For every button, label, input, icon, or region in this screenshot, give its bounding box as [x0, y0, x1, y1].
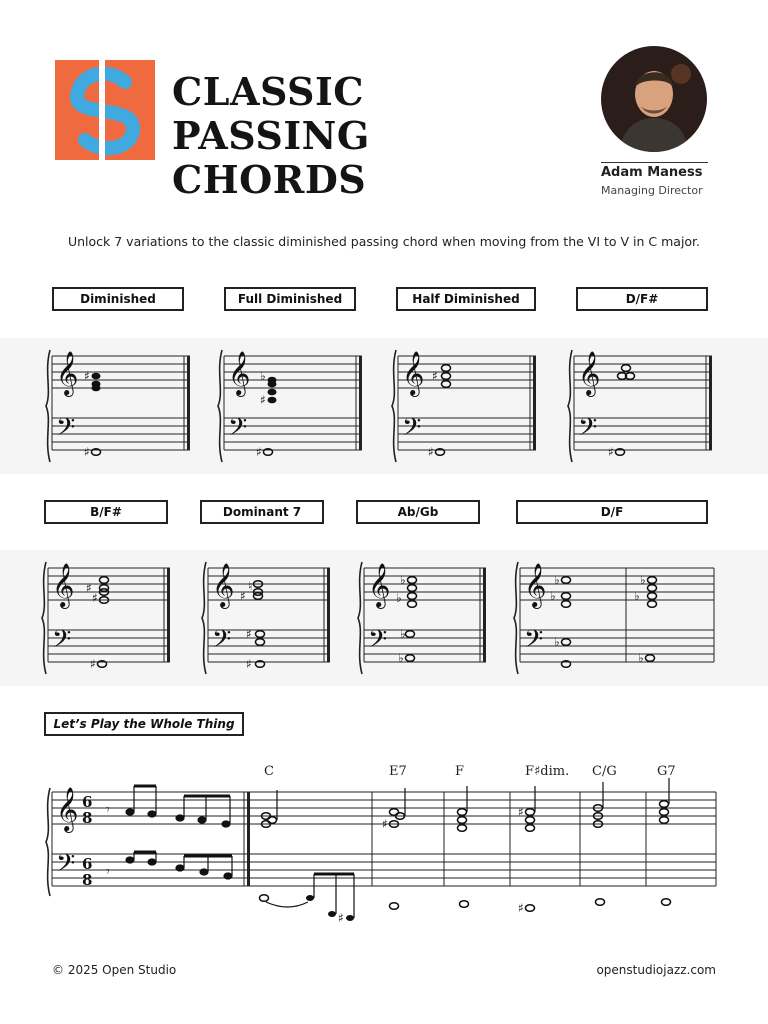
chord-label-d-over-f: D/F	[516, 500, 708, 524]
footer-copyright: © 2025 Open Studio	[52, 963, 177, 977]
staff-full-diminished	[216, 342, 366, 472]
staff-d-over-f	[512, 554, 718, 684]
svg-text:♯: ♯	[260, 393, 266, 407]
svg-text:𝄢: 𝄢	[524, 625, 544, 660]
svg-text:𝄞: 𝄞	[212, 563, 235, 607]
svg-text:♯: ♯	[256, 445, 262, 459]
staff-half-diminished	[390, 342, 540, 472]
chord-label-full-diminished: Full Diminished	[224, 287, 356, 311]
svg-text:𝄞: 𝄞	[228, 351, 251, 395]
svg-text:♭: ♭	[640, 573, 646, 587]
svg-text:♭: ♭	[634, 589, 640, 603]
chord-label-dominant-7: Dominant 7	[200, 500, 324, 524]
svg-text:𝄾: 𝄾	[106, 802, 110, 818]
svg-text:♯: ♯	[90, 657, 96, 671]
svg-text:8: 8	[82, 809, 93, 827]
svg-text:♯: ♯	[246, 657, 252, 671]
svg-text:♭: ♭	[554, 635, 560, 649]
svg-text:𝄢: 𝄢	[52, 625, 72, 660]
svg-text:♭: ♭	[400, 627, 406, 641]
svg-text:𝄞: 𝄞	[52, 563, 75, 607]
author-avatar	[601, 46, 707, 152]
svg-text:♯: ♯	[240, 589, 246, 603]
chord-symbol-e7: E7	[389, 764, 407, 779]
chord-symbol-f: F	[455, 764, 465, 779]
chord-label-ab-over-gb: Ab/Gb	[356, 500, 480, 524]
whole-thing-label: Let’s Play the Whole Thing	[44, 712, 244, 736]
svg-text:𝄾: 𝄾	[106, 864, 110, 880]
svg-text:𝄢: 𝄢	[578, 413, 598, 448]
svg-text:♯: ♯	[92, 591, 98, 605]
svg-text:♯: ♯	[84, 445, 90, 459]
svg-text:𝄞: 𝄞	[368, 563, 391, 607]
svg-text:𝄞: 𝄞	[578, 351, 601, 395]
svg-text:𝄢: 𝄢	[402, 413, 422, 448]
svg-text:♯: ♯	[382, 817, 388, 831]
svg-text:♭: ♭	[396, 591, 402, 605]
title-line-1: CLASSIC PASSING	[172, 69, 370, 158]
footer-website-link[interactable]: openstudiojazz.com	[596, 963, 716, 977]
svg-text:♯: ♯	[432, 369, 438, 383]
svg-text:♯: ♯	[84, 369, 90, 383]
svg-text:♭: ♭	[400, 573, 406, 587]
svg-text:♭: ♭	[554, 573, 560, 587]
staff-ab-over-gb	[356, 554, 490, 684]
author-divider	[601, 162, 708, 163]
svg-text:♭: ♭	[638, 651, 644, 665]
title-line-2: CHORDS	[172, 157, 367, 202]
svg-text:♭: ♭	[398, 651, 404, 665]
staff-diminished	[44, 342, 194, 472]
staff-dominant-7	[200, 554, 334, 684]
svg-text:♮: ♮	[248, 579, 253, 593]
open-studio-logo-icon	[55, 56, 155, 164]
svg-text:6: 6	[82, 793, 93, 811]
chord-symbol-f-sharp-dim: F♯dim.	[525, 764, 570, 779]
svg-text:♯: ♯	[608, 445, 614, 459]
svg-text:𝄞: 𝄞	[56, 351, 79, 395]
svg-text:𝄢: 𝄢	[368, 625, 388, 660]
staff-whole-thing	[44, 782, 720, 932]
svg-text:𝄢: 𝄢	[228, 413, 248, 448]
svg-text:♯: ♯	[338, 911, 344, 925]
staff-b-over-f-sharp	[40, 554, 174, 684]
chord-label-b-over-f-sharp: B/F#	[44, 500, 168, 524]
svg-text:♯: ♯	[428, 445, 434, 459]
svg-text:𝄞: 𝄞	[524, 563, 547, 607]
svg-text:♭: ♭	[550, 589, 556, 603]
svg-text:♯: ♯	[246, 627, 252, 641]
svg-text:𝄢: 𝄢	[56, 849, 76, 884]
svg-text:♯: ♯	[518, 901, 524, 915]
author-role: Managing Director	[601, 184, 703, 197]
svg-text:𝄞: 𝄞	[402, 351, 425, 395]
author-name: Adam Maness	[601, 165, 703, 180]
chord-symbol-c-over-g: C/G	[592, 764, 617, 779]
svg-text:𝄢: 𝄢	[212, 625, 232, 660]
chord-label-d-over-f-sharp: D/F#	[576, 287, 708, 311]
intro-text: Unlock 7 variations to the classic diminished passing chord when moving from the VI to V in C major.	[67, 234, 701, 249]
svg-text:♯: ♯	[518, 805, 524, 819]
svg-text:8: 8	[82, 871, 93, 889]
svg-text:♭: ♭	[260, 369, 266, 383]
chord-label-diminished: Diminished	[52, 287, 184, 311]
svg-text:𝄢: 𝄢	[56, 413, 76, 448]
chord-symbol-c: C	[264, 764, 274, 779]
chord-symbol-g7: G7	[657, 764, 676, 779]
chord-label-half-diminished: Half Diminished	[396, 287, 536, 311]
page-title	[172, 70, 572, 202]
svg-text:♯: ♯	[86, 581, 92, 595]
staff-d-over-f-sharp	[566, 342, 716, 472]
svg-text:6: 6	[82, 855, 93, 873]
svg-text:𝄞: 𝄞	[56, 787, 79, 831]
